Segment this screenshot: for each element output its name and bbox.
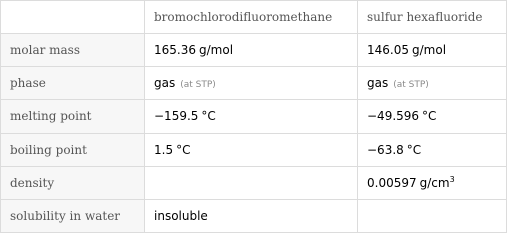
column-header-compound-2: sulfur hexafluoride xyxy=(358,1,507,34)
row-label-boiling-point: boiling point xyxy=(1,133,145,166)
cell-density-compound-1 xyxy=(145,166,358,199)
table-row xyxy=(1,199,507,232)
cell-melting-point-compound-2 xyxy=(358,100,507,133)
unit: °C xyxy=(406,142,422,157)
table-row xyxy=(1,34,507,67)
value: 1.5 xyxy=(154,142,174,157)
unit: °C xyxy=(201,109,216,124)
cell-molar-mass-compound-2 xyxy=(358,34,507,67)
cell-boiling-point-compound-1 xyxy=(145,133,358,166)
table-row xyxy=(1,100,507,133)
unit: °C xyxy=(422,109,437,124)
unit: g/cm xyxy=(419,176,450,191)
condition-note: (at STP) xyxy=(393,80,429,91)
value: −63.8 xyxy=(367,142,404,157)
table-row xyxy=(1,166,507,199)
value: −49.596 xyxy=(367,109,420,124)
row-label-phase: phase xyxy=(1,67,145,100)
unit: g/mol xyxy=(412,43,447,58)
row-label-molar-mass: molar mass xyxy=(1,34,145,67)
cell-boiling-point-compound-2 xyxy=(358,133,507,166)
row-label-density: density xyxy=(1,166,145,199)
value: gas xyxy=(154,76,176,91)
corner-cell xyxy=(1,1,145,34)
row-label-solubility-in-water: solubility in water xyxy=(1,199,145,232)
unit: g/mol xyxy=(199,43,234,58)
cell-melting-point-compound-1 xyxy=(145,100,358,133)
value: −159.5 xyxy=(154,109,199,124)
row-label-melting-point: melting point xyxy=(1,100,145,133)
column-header-compound-1: bromochlorodifluoromethane xyxy=(145,1,358,34)
unit: °C xyxy=(176,142,191,157)
cell-solubility-compound-1 xyxy=(145,199,358,232)
table-row xyxy=(1,133,507,166)
cell-density-compound-2 xyxy=(358,166,507,199)
value: 165.36 xyxy=(154,43,196,58)
value: 146.05 xyxy=(367,43,409,58)
cell-molar-mass-compound-1 xyxy=(145,34,358,67)
value: gas xyxy=(367,76,389,91)
cell-solubility-compound-2 xyxy=(358,199,507,232)
cell-phase-compound-1 xyxy=(145,67,358,100)
header-row xyxy=(1,1,507,34)
value: 0.00597 xyxy=(367,176,417,191)
unit-exponent: 3 xyxy=(449,175,455,185)
value: insoluble xyxy=(154,208,208,223)
table-row xyxy=(1,67,507,100)
cell-phase-compound-2 xyxy=(358,67,507,100)
condition-note: (at STP) xyxy=(180,80,216,91)
